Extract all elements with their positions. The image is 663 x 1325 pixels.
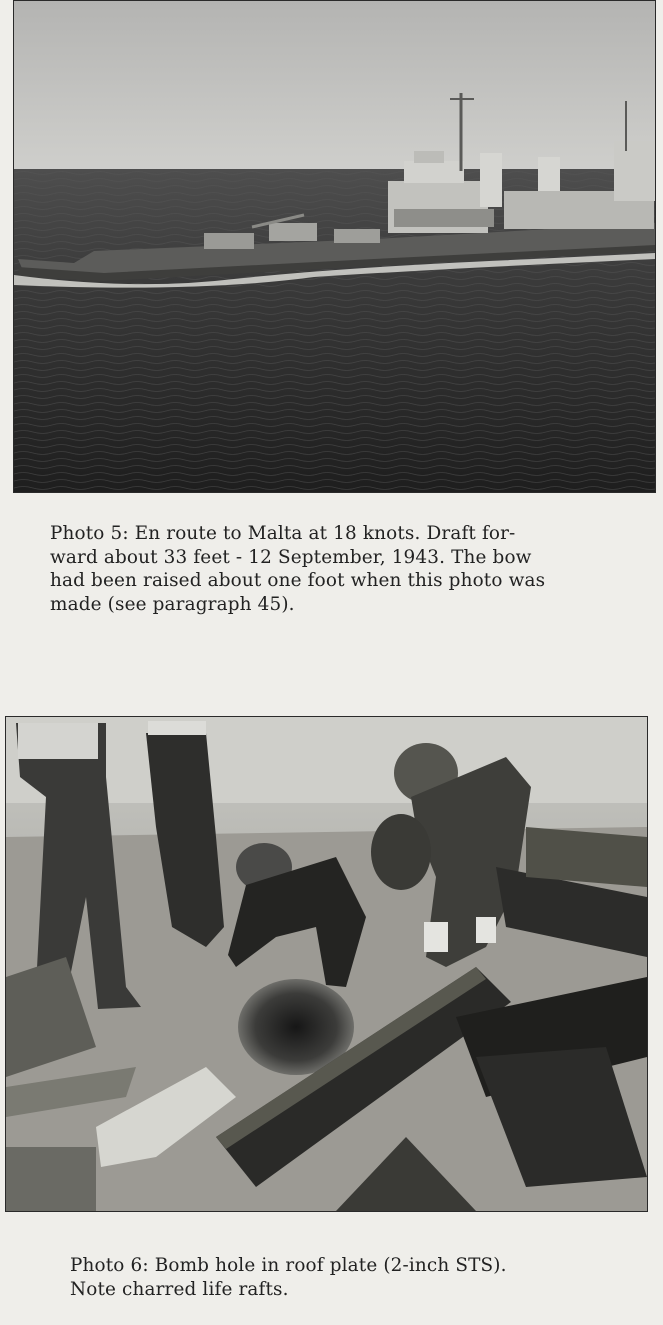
photo-6-image [6, 717, 647, 1211]
photo-5-cruiser-at-sea [13, 0, 656, 493]
caption-line: made (see paragraph 45). [50, 593, 295, 615]
photo-6-caption [70, 1254, 630, 1301]
caption-line: Photo 6: Bomb hole in roof plate (2-inch STS). [70, 1255, 507, 1276]
caption-line: ward about 33 feet - 12 September, 1943. The bow [50, 546, 532, 568]
photo-6-bomb-hole [5, 716, 648, 1212]
photo-5-image [14, 1, 655, 492]
photo-5-caption [50, 522, 640, 616]
caption-line: had been raised about one foot when this photo was [50, 570, 546, 592]
caption-line: Photo 5: En route to Malta at 18 knots. Draft for- [50, 523, 516, 544]
caption-line: Note charred life rafts. [70, 1278, 289, 1300]
